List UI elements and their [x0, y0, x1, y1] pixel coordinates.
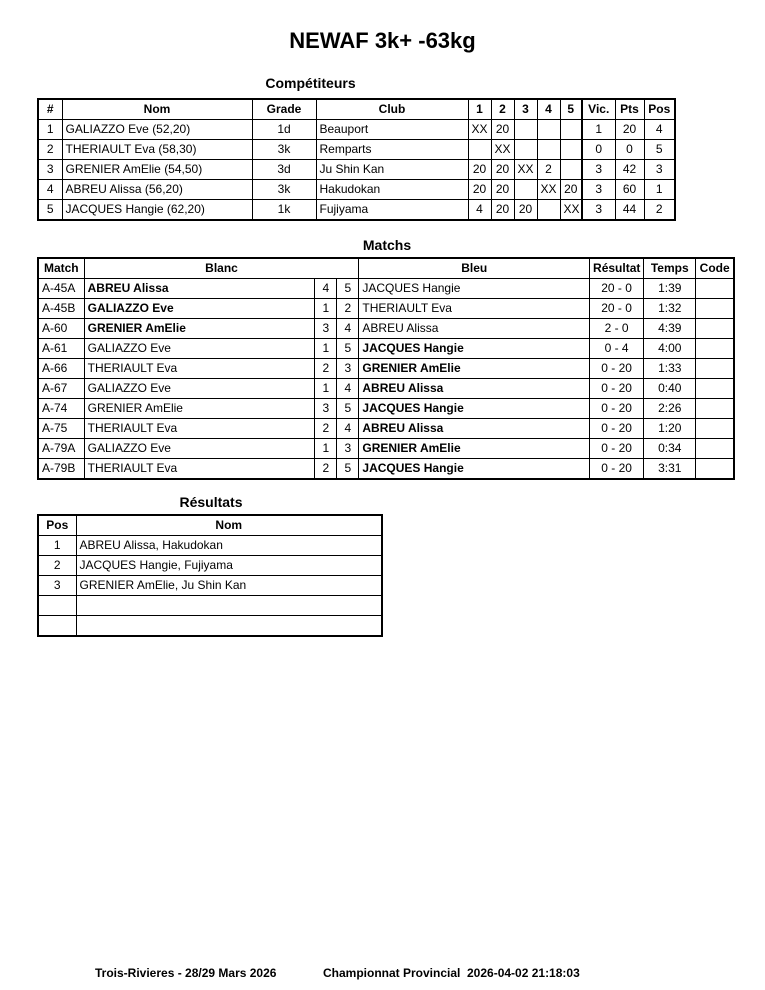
score-2: 20	[491, 160, 514, 180]
result-name	[76, 616, 382, 637]
competitor-position: 1	[644, 180, 675, 200]
score-2: 20	[491, 200, 514, 221]
match-id: A-60	[38, 319, 84, 339]
match-row	[38, 439, 734, 459]
match-result: 0 - 20	[590, 439, 644, 459]
col-header-5: 5	[560, 99, 582, 120]
col-header-result-pos: Pos	[38, 515, 76, 536]
match-bleu-num: 3	[337, 359, 359, 379]
match-id: A-45B	[38, 299, 84, 319]
score-5: 20	[560, 180, 582, 200]
match-id: A-75	[38, 419, 84, 439]
col-header-code: Code	[696, 258, 734, 279]
match-time: 4:39	[644, 319, 696, 339]
competitor-num: 1	[38, 120, 62, 140]
match-row	[38, 399, 734, 419]
match-blanc-name: THERIAULT Eva	[84, 419, 315, 439]
match-result: 0 - 4	[590, 339, 644, 359]
match-row	[38, 379, 734, 399]
competitor-club: Hakudokan	[316, 180, 468, 200]
match-row	[38, 339, 734, 359]
score-1: XX	[468, 120, 491, 140]
match-blanc-name: GRENIER AmElie	[84, 399, 315, 419]
match-blanc-name: GRENIER AmElie	[84, 319, 315, 339]
match-code	[696, 379, 734, 399]
matches-header-row	[38, 258, 734, 279]
results-heading: Résultats	[179, 494, 243, 510]
match-time: 3:31	[644, 459, 696, 480]
match-bleu-name: ABREU Alissa	[359, 379, 590, 399]
match-bleu-name: JACQUES Hangie	[359, 279, 590, 299]
competitor-position: 5	[644, 140, 675, 160]
col-header-match: Match	[38, 258, 84, 279]
footer-event: Championnat Provincial	[323, 966, 461, 980]
competitor-row	[38, 160, 675, 180]
result-row	[38, 576, 382, 596]
competitor-grade: 3k	[252, 140, 316, 160]
match-bleu-num: 5	[337, 279, 359, 299]
competitor-num: 5	[38, 200, 62, 221]
competitor-grade: 3d	[252, 160, 316, 180]
match-bleu-name: ABREU Alissa	[359, 319, 590, 339]
match-id: A-45A	[38, 279, 84, 299]
match-blanc-name: GALIAZZO Eve	[84, 299, 315, 319]
results-header-row	[38, 515, 382, 536]
match-id: A-61	[38, 339, 84, 359]
match-blanc-num: 3	[315, 319, 337, 339]
match-blanc-num: 3	[315, 399, 337, 419]
score-5	[560, 120, 582, 140]
col-header-pos: Pos	[644, 99, 675, 120]
match-result: 0 - 20	[590, 379, 644, 399]
competitor-row	[38, 180, 675, 200]
result-name	[76, 596, 382, 616]
competitors-header-row	[38, 99, 675, 120]
competitor-club: Ju Shin Kan	[316, 160, 468, 180]
match-code	[696, 279, 734, 299]
match-bleu-num: 4	[337, 319, 359, 339]
score-4	[537, 200, 560, 221]
competitor-row	[38, 140, 675, 160]
competitor-club: Fujiyama	[316, 200, 468, 221]
match-result: 0 - 20	[590, 419, 644, 439]
col-header-result-nom: Nom	[76, 515, 382, 536]
col-header-club: Club	[316, 99, 468, 120]
competitor-points: 44	[615, 200, 644, 221]
result-pos: 2	[38, 556, 76, 576]
match-bleu-num: 5	[337, 399, 359, 419]
match-id: A-74	[38, 399, 84, 419]
col-header-3: 3	[514, 99, 537, 120]
competitor-grade: 3k	[252, 180, 316, 200]
matches-table	[37, 257, 735, 480]
match-result: 20 - 0	[590, 279, 644, 299]
competitor-position: 2	[644, 200, 675, 221]
score-3	[514, 180, 537, 200]
competitor-row	[38, 120, 675, 140]
competitors-table	[37, 98, 676, 221]
match-time: 4:00	[644, 339, 696, 359]
match-bleu-num: 4	[337, 419, 359, 439]
score-3: XX	[514, 160, 537, 180]
match-row	[38, 359, 734, 379]
match-id: A-66	[38, 359, 84, 379]
matches-heading: Matchs	[362, 237, 412, 253]
competitor-victories: 1	[582, 120, 615, 140]
match-blanc-num: 4	[315, 279, 337, 299]
match-blanc-name: GALIAZZO Eve	[84, 439, 315, 459]
competitor-name: THERIAULT Eva (58,30)	[62, 140, 252, 160]
match-row	[38, 299, 734, 319]
match-row	[38, 459, 734, 480]
match-bleu-name: JACQUES Hangie	[359, 459, 590, 480]
competitor-victories: 0	[582, 140, 615, 160]
match-code	[696, 419, 734, 439]
competitor-victories: 3	[582, 160, 615, 180]
match-bleu-num: 4	[337, 379, 359, 399]
competitor-points: 60	[615, 180, 644, 200]
score-3: 20	[514, 200, 537, 221]
match-time: 2:26	[644, 399, 696, 419]
competitor-points: 42	[615, 160, 644, 180]
col-header-blanc: Blanc	[84, 258, 359, 279]
competitor-grade: 1k	[252, 200, 316, 221]
score-3	[514, 140, 537, 160]
match-bleu-name: GRENIER AmElie	[359, 359, 590, 379]
match-code	[696, 339, 734, 359]
match-row	[38, 419, 734, 439]
match-code	[696, 319, 734, 339]
competitor-points: 20	[615, 120, 644, 140]
competitor-num: 4	[38, 180, 62, 200]
match-code	[696, 399, 734, 419]
col-header-vic: Vic.	[582, 99, 615, 120]
match-result: 2 - 0	[590, 319, 644, 339]
match-blanc-num: 1	[315, 439, 337, 459]
competitor-num: 3	[38, 160, 62, 180]
match-bleu-num: 5	[337, 339, 359, 359]
competitor-points: 0	[615, 140, 644, 160]
result-name: ABREU Alissa, Hakudokan	[76, 536, 382, 556]
competitor-victories: 3	[582, 200, 615, 221]
match-time: 1:39	[644, 279, 696, 299]
match-bleu-num: 5	[337, 459, 359, 480]
match-time: 1:32	[644, 299, 696, 319]
result-pos	[38, 616, 76, 637]
match-result: 0 - 20	[590, 359, 644, 379]
match-blanc-num: 2	[315, 419, 337, 439]
score-2: 20	[491, 120, 514, 140]
match-time: 1:33	[644, 359, 696, 379]
result-name: GRENIER AmElie, Ju Shin Kan	[76, 576, 382, 596]
match-result: 0 - 20	[590, 399, 644, 419]
result-row	[38, 616, 382, 637]
col-header-resultat: Résultat	[590, 258, 644, 279]
col-header-num: #	[38, 99, 62, 120]
competitor-num: 2	[38, 140, 62, 160]
match-id: A-79B	[38, 459, 84, 480]
result-pos: 1	[38, 536, 76, 556]
competitor-row	[38, 200, 675, 221]
match-code	[696, 439, 734, 459]
match-result: 20 - 0	[590, 299, 644, 319]
col-header-2: 2	[491, 99, 514, 120]
score-2: XX	[491, 140, 514, 160]
score-1: 20	[468, 160, 491, 180]
score-1	[468, 140, 491, 160]
match-bleu-name: JACQUES Hangie	[359, 339, 590, 359]
score-4: XX	[537, 180, 560, 200]
score-4: 2	[537, 160, 560, 180]
match-blanc-num: 1	[315, 299, 337, 319]
match-blanc-name: GALIAZZO Eve	[84, 379, 315, 399]
result-pos: 3	[38, 576, 76, 596]
col-header-name: Nom	[62, 99, 252, 120]
col-header-temps: Temps	[644, 258, 696, 279]
col-header-1: 1	[468, 99, 491, 120]
footer-timestamp: 2026-04-02 21:18:03	[467, 966, 580, 980]
match-row	[38, 279, 734, 299]
score-4	[537, 120, 560, 140]
competitor-name: JACQUES Hangie (62,20)	[62, 200, 252, 221]
competitor-club: Beauport	[316, 120, 468, 140]
match-bleu-num: 2	[337, 299, 359, 319]
match-time: 0:40	[644, 379, 696, 399]
match-time: 0:34	[644, 439, 696, 459]
competitor-name: GALIAZZO Eve (52,20)	[62, 120, 252, 140]
match-code	[696, 299, 734, 319]
match-bleu-name: JACQUES Hangie	[359, 399, 590, 419]
match-blanc-num: 1	[315, 339, 337, 359]
match-blanc-name: THERIAULT Eva	[84, 459, 315, 480]
result-row	[38, 536, 382, 556]
score-5: XX	[560, 200, 582, 221]
match-time: 1:20	[644, 419, 696, 439]
col-header-grade: Grade	[252, 99, 316, 120]
match-blanc-num: 2	[315, 459, 337, 480]
result-row	[38, 596, 382, 616]
match-blanc-name: ABREU Alissa	[84, 279, 315, 299]
col-header-bleu: Bleu	[359, 258, 590, 279]
score-1: 20	[468, 180, 491, 200]
match-bleu-name: GRENIER AmElie	[359, 439, 590, 459]
result-row	[38, 556, 382, 576]
competitor-position: 3	[644, 160, 675, 180]
match-bleu-name: ABREU Alissa	[359, 419, 590, 439]
score-5	[560, 140, 582, 160]
competitor-position: 4	[644, 120, 675, 140]
score-2: 20	[491, 180, 514, 200]
match-code	[696, 359, 734, 379]
competitor-grade: 1d	[252, 120, 316, 140]
match-bleu-num: 3	[337, 439, 359, 459]
score-3	[514, 120, 537, 140]
match-blanc-name: THERIAULT Eva	[84, 359, 315, 379]
match-id: A-79A	[38, 439, 84, 459]
page-title: NEWAF 3k+ -63kg	[289, 28, 476, 53]
col-header-pts: Pts	[615, 99, 644, 120]
match-row	[38, 319, 734, 339]
competitors-heading: Compétiteurs	[265, 75, 356, 91]
match-id: A-67	[38, 379, 84, 399]
match-blanc-name: GALIAZZO Eve	[84, 339, 315, 359]
competitor-victories: 3	[582, 180, 615, 200]
competitor-name: GRENIER AmElie (54,50)	[62, 160, 252, 180]
competitor-name: ABREU Alissa (56,20)	[62, 180, 252, 200]
match-blanc-num: 2	[315, 359, 337, 379]
result-pos	[38, 596, 76, 616]
match-code	[696, 459, 734, 480]
results-table	[37, 514, 383, 637]
col-header-4: 4	[537, 99, 560, 120]
score-5	[560, 160, 582, 180]
competitor-club: Remparts	[316, 140, 468, 160]
result-name: JACQUES Hangie, Fujiyama	[76, 556, 382, 576]
match-result: 0 - 20	[590, 459, 644, 480]
match-bleu-name: THERIAULT Eva	[359, 299, 590, 319]
score-1: 4	[468, 200, 491, 221]
footer-location: Trois-Rivieres - 28/29 Mars 2026	[95, 966, 277, 980]
match-blanc-num: 1	[315, 379, 337, 399]
score-4	[537, 140, 560, 160]
